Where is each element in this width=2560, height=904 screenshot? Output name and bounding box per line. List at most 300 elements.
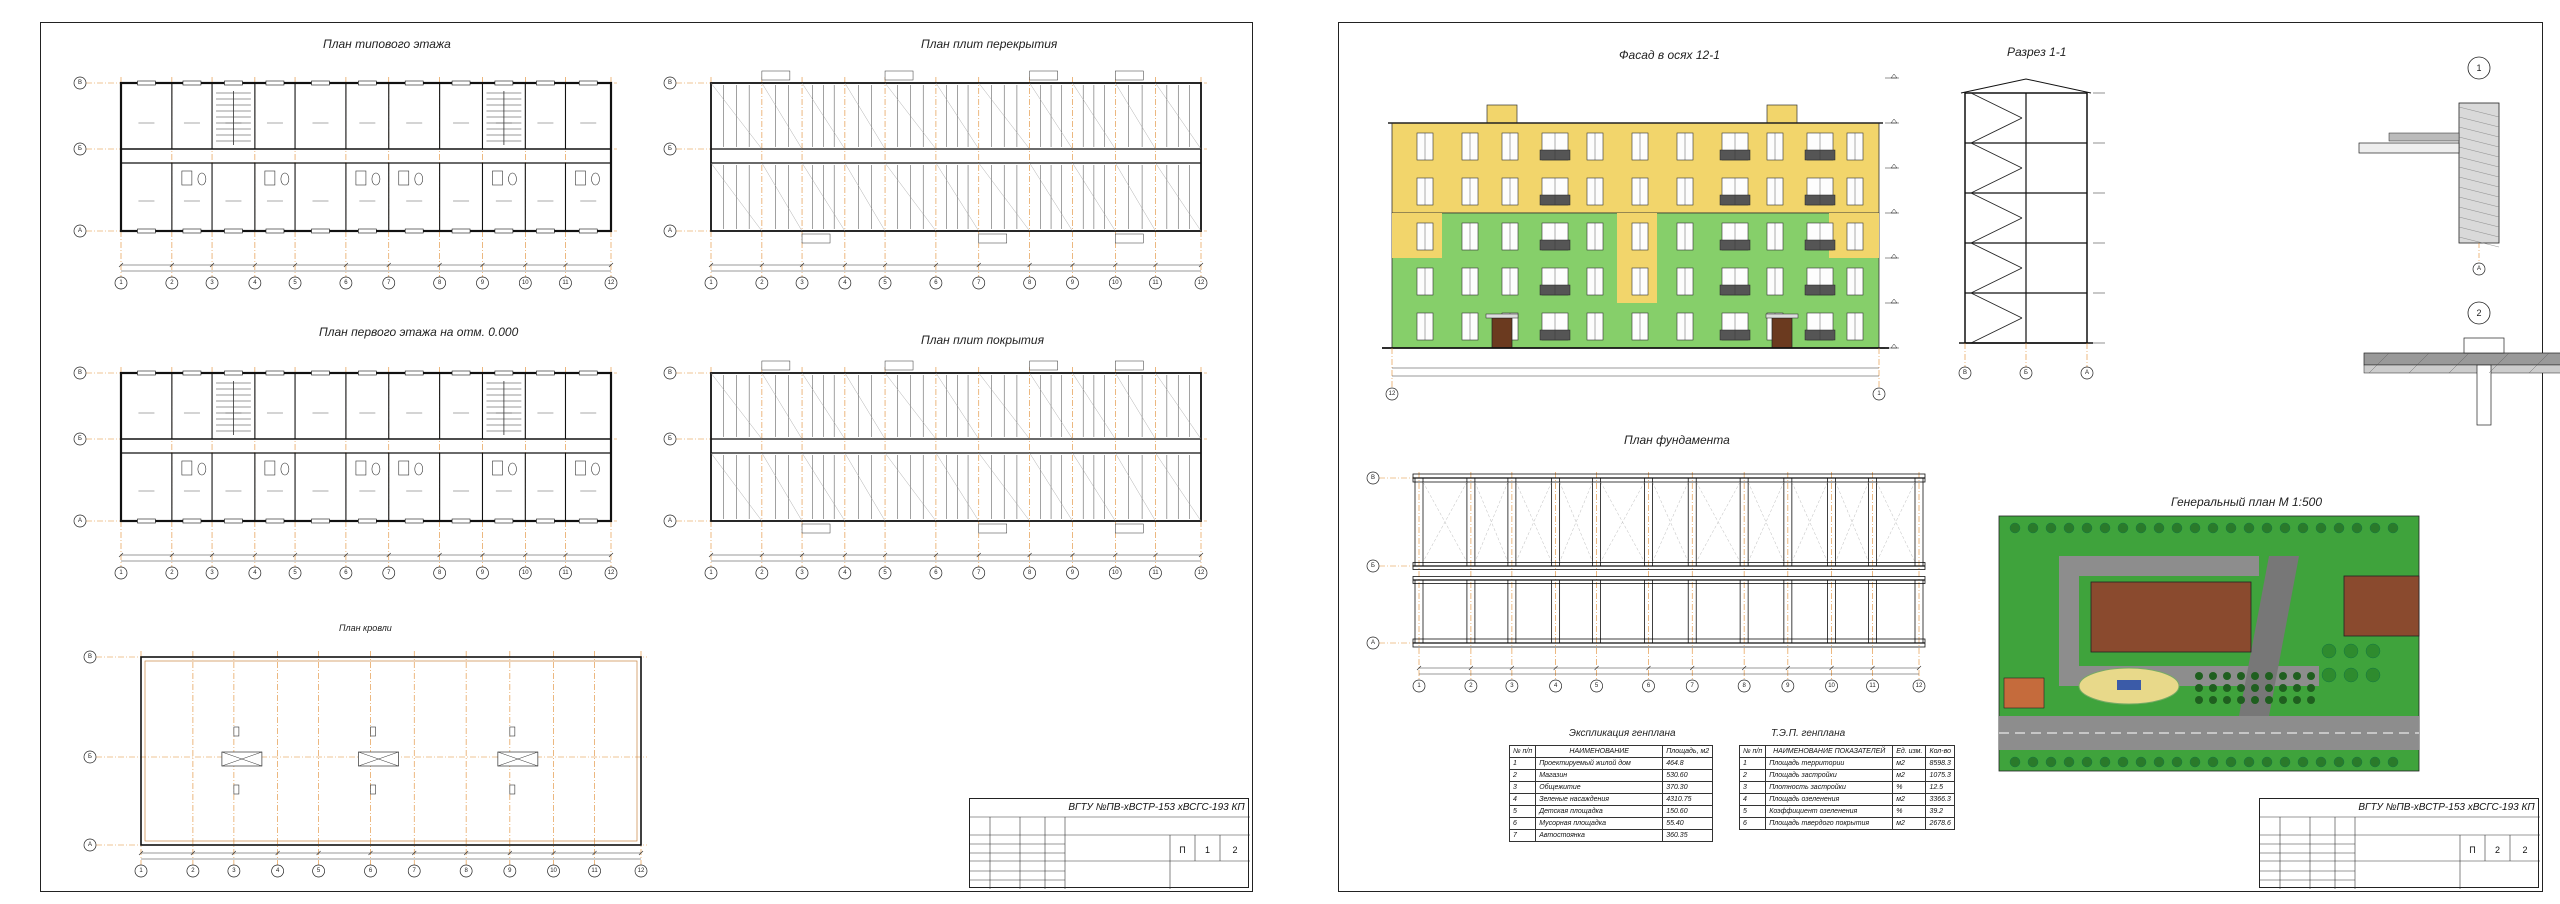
window (579, 519, 597, 523)
tep-cell: 5 (1740, 806, 1766, 818)
foundation-strip (1593, 580, 1601, 643)
title-block-page: 1 (1204, 845, 1210, 855)
tree (2280, 757, 2290, 767)
axis-label: А (2084, 370, 2090, 376)
toilet-fixture (281, 173, 289, 185)
axis-label: 9 (480, 280, 485, 286)
shrub (2251, 684, 2259, 692)
axis-label: 12 (637, 868, 645, 874)
tree (2082, 523, 2092, 533)
axis-label: 11 (1152, 280, 1159, 286)
window (405, 371, 423, 375)
axis-label: А (77, 518, 83, 524)
tep-cell: м2 (1893, 818, 1926, 830)
tree (2322, 668, 2336, 682)
axis-label: 2 (1469, 683, 1473, 689)
section-1-1 (1947, 63, 2107, 393)
slab-mark-box (762, 71, 790, 80)
toilet-fixture (508, 173, 516, 185)
window (579, 371, 597, 375)
tree (2064, 523, 2074, 533)
axis-label: Б (78, 436, 82, 442)
tep-cell: Плотность застройки (1766, 782, 1893, 794)
node-label: 2 (2476, 308, 2482, 318)
window (266, 371, 284, 375)
axis-label: 12 (1197, 570, 1205, 576)
explication-cell: 464.8 (1663, 758, 1713, 770)
window (536, 371, 554, 375)
toilet-fixture (508, 463, 516, 475)
level-mark-triangle (1891, 209, 1897, 213)
axis-label: 3 (232, 868, 236, 874)
building-dormitory (2344, 576, 2419, 636)
window (224, 519, 242, 523)
tree (2154, 757, 2164, 767)
drain-pipe (2477, 365, 2491, 425)
title-explication: Экспликация генплана (1569, 728, 1676, 739)
tep-cell: 6 (1740, 818, 1766, 830)
axis-label: 6 (368, 868, 373, 874)
window (358, 229, 376, 233)
tep-cell: % (1893, 782, 1926, 794)
tep-header-qty: Кол-во (1926, 746, 1955, 758)
outer-wall (711, 373, 1201, 521)
tree (2262, 523, 2272, 533)
slab-mark-box (885, 71, 913, 80)
shrub (2293, 684, 2301, 692)
bath-fixture (492, 171, 502, 185)
axis-label: 7 (1690, 683, 1694, 689)
window (311, 81, 329, 85)
tree (2154, 523, 2164, 533)
slab-diagonal (1115, 163, 1155, 231)
explication-cell: 7 (1510, 830, 1536, 842)
foundation-strip (1688, 580, 1696, 643)
outer-wall (121, 83, 611, 231)
tree (2190, 523, 2200, 533)
bath-fixture (356, 461, 366, 475)
master-plan (1999, 516, 2419, 776)
pile-guide (1792, 482, 1828, 562)
node-label: 1 (2476, 63, 2482, 73)
slab-mark-box (979, 234, 1007, 243)
foundation-plan (1359, 448, 1949, 698)
shrub (2223, 684, 2231, 692)
tree (2082, 757, 2092, 767)
title-facade: Фасад в осях 12-1 (1619, 48, 1720, 62)
explication-header-name: НАИМЕНОВАНИЕ (1536, 746, 1663, 758)
level-mark-triangle (1891, 74, 1897, 78)
axis-label: 7 (977, 280, 981, 286)
axis-label: А (667, 228, 673, 234)
door-canopy (1766, 314, 1798, 318)
shrub (2307, 672, 2315, 680)
bath-fixture (399, 171, 409, 185)
window (452, 519, 470, 523)
window (183, 371, 201, 375)
entrance-door (1492, 318, 1512, 348)
tree (2316, 757, 2326, 767)
tep-cell: % (1893, 806, 1926, 818)
axis-label: 8 (437, 280, 442, 286)
foundation-strip (1552, 580, 1560, 643)
axis-label: 12 (1915, 683, 1923, 689)
tep-cell: 3366.3 (1926, 794, 1955, 806)
tep-cell: м2 (1893, 770, 1926, 782)
explication-cell: Магазин (1536, 770, 1663, 782)
axis-label: 2 (170, 570, 174, 576)
axis-label: 8 (1027, 280, 1032, 286)
window (536, 519, 554, 523)
bath-fixture (265, 461, 275, 475)
title-foundation: План фундамента (1624, 433, 1730, 447)
pile-guide (1653, 482, 1689, 562)
axis-label: 10 (521, 570, 529, 576)
building-residential (2091, 582, 2251, 652)
tep-cell: 8598.3 (1926, 758, 1955, 770)
explication-cell: Автостоянка (1536, 830, 1663, 842)
axis-label: 4 (253, 280, 257, 286)
shrub (2237, 696, 2245, 704)
tree (2366, 644, 2380, 658)
stair-flight (1971, 243, 2022, 268)
foundation-strip (1784, 580, 1792, 643)
window (266, 229, 284, 233)
level-mark-triangle (1891, 119, 1897, 123)
pile-guide (1748, 482, 1784, 562)
title-block-page-2: 2 (2494, 845, 2500, 855)
stair-flight (1971, 218, 2022, 243)
axis-label: В (77, 370, 83, 376)
axis-label: 1 (709, 570, 713, 576)
axis-label: 1 (119, 280, 123, 286)
explication-cell: 4 (1510, 794, 1536, 806)
tree (2388, 757, 2398, 767)
window (495, 519, 513, 523)
window (405, 81, 423, 85)
foundation-strip (1467, 580, 1475, 643)
tep-cell: 2678.6 (1926, 818, 1955, 830)
slab-diagonal (845, 163, 885, 231)
tree (2370, 757, 2380, 767)
window (224, 229, 242, 233)
shrub (2209, 684, 2217, 692)
explication-cell: 4310.75 (1663, 794, 1713, 806)
tep-cell: Площадь застройки (1766, 770, 1893, 782)
window (495, 371, 513, 375)
roof-layers (2364, 353, 2560, 365)
window (311, 371, 329, 375)
axis-label: 10 (550, 868, 557, 874)
axis-label: Б (78, 146, 82, 152)
title-block-pages: 2 (1232, 845, 1238, 855)
axis-label: 4 (275, 868, 280, 874)
tep-cell: 1075.3 (1926, 770, 1955, 782)
slab-diagonal (762, 163, 802, 231)
slab-mark-box (1115, 71, 1143, 80)
slab-diagonal (762, 453, 802, 521)
foundation-strip (1415, 580, 1423, 643)
slab-diagonal (845, 373, 885, 439)
window (224, 371, 242, 375)
axis-label: 5 (293, 570, 297, 576)
axis-label: 4 (843, 570, 847, 576)
tep-header-no: № п/п (1740, 746, 1766, 758)
foundation-strip (1828, 580, 1836, 643)
axis-label: А (77, 228, 83, 234)
axis-label: 7 (412, 868, 416, 874)
window (266, 81, 284, 85)
title-section: Разрез 1-1 (2007, 45, 2067, 59)
slab-diagonal (762, 373, 802, 439)
shrub (2307, 684, 2315, 692)
title-block-sheet-2: П (2469, 845, 2476, 855)
window (579, 81, 597, 85)
toilet-fixture (591, 173, 599, 185)
axis-label: Б (88, 754, 92, 760)
axis-label: Б (668, 146, 672, 152)
axis-label: В (667, 80, 673, 86)
slab-diagonal (1115, 373, 1155, 439)
axis-label: 3 (1510, 683, 1514, 689)
tree (2334, 757, 2344, 767)
explication-cell: 2 (1510, 770, 1536, 782)
slab-mark-box (1115, 361, 1143, 370)
outer-wall (711, 83, 1201, 231)
explication-cell: Проектируемый жилой дом (1536, 758, 1663, 770)
axis-label: В (1962, 370, 1968, 376)
tep-table (1739, 745, 1955, 830)
axis-label: 7 (387, 280, 391, 286)
axis-label: Б (668, 436, 672, 442)
axis-label: 7 (977, 570, 981, 576)
window (183, 81, 201, 85)
foundation-strip (1740, 580, 1748, 643)
title-typical-floor: План типового этажа (323, 37, 451, 51)
axis-label: А (2476, 266, 2482, 272)
level-mark-triangle (1891, 344, 1897, 348)
explication-cell: 3 (1510, 782, 1536, 794)
foundation-strip (1645, 580, 1653, 643)
tree (2370, 523, 2380, 533)
stair-flight (1971, 143, 2022, 168)
insulation-layer (2389, 133, 2459, 141)
shrub (2195, 684, 2203, 692)
shrub (2195, 672, 2203, 680)
axis-label: А (667, 518, 673, 524)
axis-label: 2 (760, 280, 764, 286)
slab-mark-box (802, 234, 830, 243)
explication-cell: 360.35 (1663, 830, 1713, 842)
window (137, 81, 155, 85)
tree (2244, 523, 2254, 533)
shrub (2237, 672, 2245, 680)
tep-row (1740, 770, 1955, 782)
stair-flight (1971, 268, 2022, 293)
axis-label: 8 (437, 570, 442, 576)
shrub (2293, 672, 2301, 680)
axis-label: 9 (1070, 280, 1075, 286)
explication-cell: Мусорная площадка (1536, 818, 1663, 830)
axis-label: 8 (464, 868, 468, 874)
tree (2388, 523, 2398, 533)
axis-label: 4 (843, 280, 847, 286)
shrub (2293, 696, 2301, 704)
tree (2208, 523, 2218, 533)
axis-label: В (1370, 475, 1376, 481)
axis-label: В (77, 80, 83, 86)
explication-header-no: № п/п (1510, 746, 1536, 758)
slab-diagonal (845, 453, 885, 521)
door-canopy (1486, 314, 1518, 318)
tep-cell: 2 (1740, 770, 1766, 782)
bath-fixture (182, 461, 192, 475)
title-roof: План кровли (339, 623, 392, 633)
tree (2136, 757, 2146, 767)
axis-label: 1 (1417, 683, 1421, 689)
drawing-sheet-1 (40, 22, 1253, 892)
stair-tower (1767, 105, 1797, 123)
explication-row (1510, 758, 1713, 770)
axis-label: 11 (591, 868, 598, 874)
axis-label: 2 (170, 280, 174, 286)
window (358, 519, 376, 523)
tep-row (1740, 758, 1955, 770)
roof-plan (66, 635, 666, 875)
tree (2118, 757, 2128, 767)
axis-label: 3 (800, 570, 804, 576)
axis-label: А (87, 842, 93, 848)
tep-cell: 39.2 (1926, 806, 1955, 818)
axis-label: 9 (508, 868, 512, 874)
axis-label: 9 (1786, 683, 1790, 689)
playground-equipment (2117, 680, 2141, 690)
window (495, 81, 513, 85)
explication-body (1510, 758, 1713, 842)
explication-header-area: Площадь, м2 (1663, 746, 1713, 758)
axis-label: Б (2024, 370, 2028, 376)
tep-cell: Площадь озеленения (1766, 794, 1893, 806)
explication-cell: Общежитие (1536, 782, 1663, 794)
title-block-code: ВГТУ №ПВ-хВСТР-153 хВСГС-193 КП (1068, 802, 1245, 813)
foundation-strip (1915, 580, 1923, 643)
bath-fixture (492, 461, 502, 475)
stair-flight (1971, 318, 2022, 343)
slab-mark-box (1115, 234, 1143, 243)
slab-plan-floor (656, 61, 1216, 301)
axis-label: 6 (344, 280, 348, 286)
slab-diagonal (762, 83, 802, 149)
axis-label: 7 (387, 570, 391, 576)
shrub (2223, 672, 2231, 680)
tep-cell: Коэффициент озеленения (1766, 806, 1893, 818)
axis-label: 5 (883, 570, 887, 576)
slab-mark-box (885, 361, 913, 370)
tree (2316, 523, 2326, 533)
axis-label: 11 (1869, 683, 1876, 689)
level-mark-triangle (1891, 254, 1897, 258)
bath-fixture (265, 171, 275, 185)
explication-cell: 5 (1510, 806, 1536, 818)
window (311, 519, 329, 523)
title-block-pages-2: 2 (2522, 845, 2528, 855)
axis-label: 10 (1828, 683, 1835, 689)
level-mark-triangle (1891, 164, 1897, 168)
window (358, 81, 376, 85)
tep-row (1740, 782, 1955, 794)
axis-label: 12 (1388, 391, 1396, 397)
tep-cell: 12.5 (1926, 782, 1955, 794)
axis-label: 9 (480, 570, 485, 576)
axis-label: 11 (562, 570, 569, 576)
shrub (2265, 696, 2273, 704)
slab-mark-box (762, 361, 790, 370)
shrub (2279, 684, 2287, 692)
toilet-fixture (198, 463, 206, 475)
title-slabs-roof: План плит покрытия (921, 333, 1044, 347)
axis-label: 5 (1594, 683, 1599, 689)
roof-parapet (141, 657, 641, 845)
tree (2298, 523, 2308, 533)
slab-mark-box (802, 524, 830, 533)
tep-cell: 3 (1740, 782, 1766, 794)
window (183, 229, 201, 233)
floor-plan-first (66, 351, 626, 591)
window (579, 229, 597, 233)
tep-header-unit: Ед. изм. (1893, 746, 1926, 758)
toilet-fixture (281, 463, 289, 475)
axis-label: 5 (316, 868, 321, 874)
axis-label: 10 (1111, 570, 1119, 576)
axis-label: 1 (139, 868, 143, 874)
tree (2352, 523, 2362, 533)
roof-profile (1961, 79, 2091, 93)
window (452, 229, 470, 233)
explication-cell: 55.40 (1663, 818, 1713, 830)
tep-row (1740, 806, 1955, 818)
axis-label: 5 (293, 280, 297, 286)
title-block (969, 798, 1249, 888)
drawing-sheet-2 (1338, 22, 2543, 892)
axis-label: 1 (1877, 391, 1881, 397)
tree (2226, 523, 2236, 533)
pile-guide (1748, 482, 1784, 562)
tep-cell: 1 (1740, 758, 1766, 770)
title-block-sheet: П (1179, 845, 1186, 855)
tree (2190, 757, 2200, 767)
tree (2028, 757, 2038, 767)
shrub (2265, 672, 2273, 680)
explication-cell: Зеленые насаждения (1536, 794, 1663, 806)
explication-row (1510, 770, 1713, 782)
stair-flight (1971, 293, 2022, 318)
tep-body (1740, 758, 1955, 830)
window (266, 519, 284, 523)
pile-guide (1653, 482, 1689, 562)
slab-mark-box (1030, 361, 1058, 370)
axis-label: 6 (934, 570, 938, 576)
axis-label: В (667, 370, 673, 376)
tree (2244, 757, 2254, 767)
tep-cell: Площадь территории (1766, 758, 1893, 770)
roof-vent (371, 785, 376, 794)
tree (2010, 523, 2020, 533)
window (183, 519, 201, 523)
axis-label: 11 (1152, 570, 1159, 576)
shrub (2251, 672, 2259, 680)
tree (2298, 757, 2308, 767)
roof-vent (234, 727, 239, 736)
